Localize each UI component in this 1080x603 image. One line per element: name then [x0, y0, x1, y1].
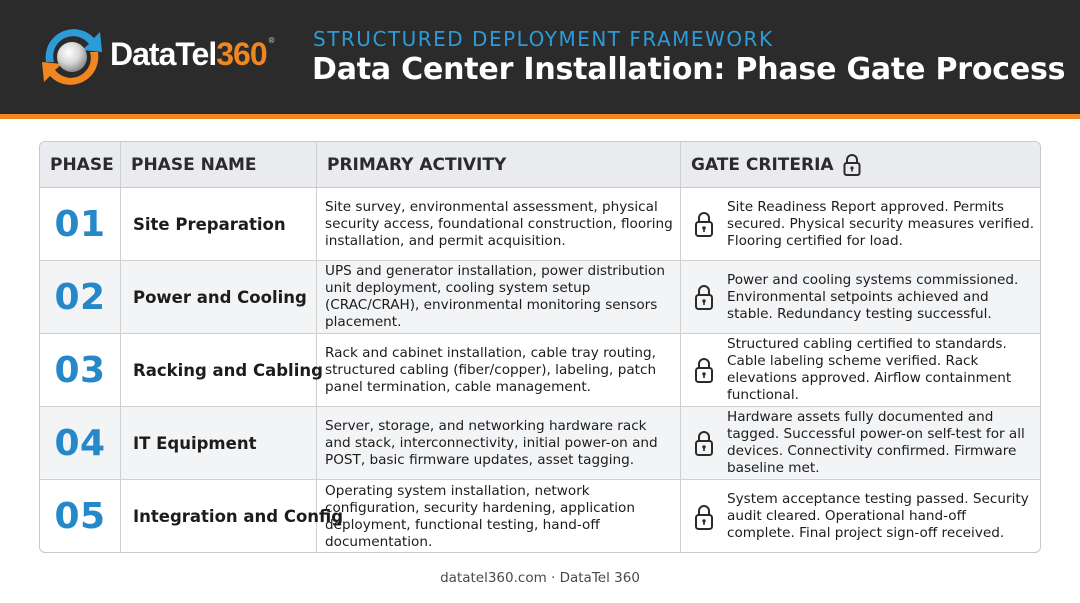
page-title: Data Center Installation: Phase Gate Process [312, 52, 1066, 87]
gate-criteria-text: Structured cabling certified to standards. Cable labeling scheme verified. Rack elevations approved. Airflow containment functional. [727, 336, 1012, 403]
gate-criteria-text: Hardware assets fully documented and tagged. Successful power-on self-test for all devices. Connectivity confirmed. Firmware baseline met. [727, 409, 1025, 476]
phase-number: 01 [40, 188, 121, 260]
header-accent-stripe [0, 114, 1080, 119]
phase-number: 02 [40, 261, 121, 333]
gate-criteria [681, 261, 1040, 333]
lock-icon [693, 503, 715, 531]
column-header-phase: PHASE [40, 142, 121, 187]
table-row [40, 188, 1040, 261]
primary-activity: Operating system installation, network configuration, security hardening, application deployment, functional testing, hand-off documentation. [317, 480, 681, 553]
phase-gate-table [39, 141, 1041, 553]
table-row [40, 334, 1040, 407]
brand-name-accent: 360 [216, 36, 267, 72]
phase-name: Site Preparation [121, 188, 317, 260]
registered-mark: ® [268, 36, 274, 45]
phase-number: 03 [40, 334, 121, 406]
gate-criteria-text: System acceptance testing passed. Security audit cleared. Operational hand-off complete. Final project sign-off received. [727, 491, 1029, 541]
gate-criteria [681, 334, 1040, 406]
primary-activity: Server, storage, and networking hardware rack and stack, interconnectivity, initial power-on and POST, basic firmware updates, asset tagging. [317, 407, 681, 479]
page-subtitle: STRUCTURED DEPLOYMENT FRAMEWORK [313, 27, 774, 51]
lock-icon [693, 429, 715, 457]
lock-icon [693, 356, 715, 384]
phase-number: 05 [40, 480, 121, 553]
gate-criteria [681, 188, 1040, 260]
gate-criteria-text: Power and cooling systems commissioned. Environmental setpoints achieved and stable. Redundancy testing successful. [727, 271, 1019, 322]
phase-number: 04 [40, 407, 121, 479]
primary-activity: Site survey, environmental assessment, physical security access, foundational construction, flooring installation, and permit acquisition. [317, 188, 681, 260]
datatel-globe-icon [36, 22, 108, 92]
column-header-primary-activity: PRIMARY ACTIVITY [317, 142, 681, 187]
phase-name: Power and Cooling [121, 261, 317, 333]
column-header-gate-criteria [681, 142, 1040, 187]
gate-criteria [681, 480, 1040, 553]
primary-activity: UPS and generator installation, power distribution unit deployment, cooling system setup (CRAC/CRAH), environmental monitoring sensors placement. [317, 261, 681, 333]
table-row [40, 261, 1040, 334]
primary-activity: Rack and cabinet installation, cable tray routing, structured cabling (fiber/copper), labeling, patch panel termination, cable management. [317, 334, 681, 406]
phase-name: IT Equipment [121, 407, 317, 479]
table-row [40, 480, 1040, 553]
lock-icon [842, 153, 862, 177]
brand-wordmark [110, 36, 274, 73]
lock-icon [693, 283, 715, 311]
brand-logo [36, 22, 286, 92]
table-row [40, 407, 1040, 480]
gate-criteria-text: Site Readiness Report approved. Permits secured. Physical security measures verified. Flooring certified for load. [727, 198, 1035, 249]
phase-name: Racking and Cabling [121, 334, 317, 406]
column-header-gate-criteria-label: GATE CRITERIA [691, 154, 834, 175]
column-header-phase-name: PHASE NAME [121, 142, 317, 187]
lock-icon [693, 210, 715, 238]
table-header-row [40, 142, 1040, 188]
phase-name: Integration and Config [121, 480, 317, 553]
footer-text: datatel360.com · DataTel 360 [440, 570, 640, 586]
gate-criteria [681, 407, 1040, 479]
brand-name-main: DataTel [110, 36, 217, 72]
